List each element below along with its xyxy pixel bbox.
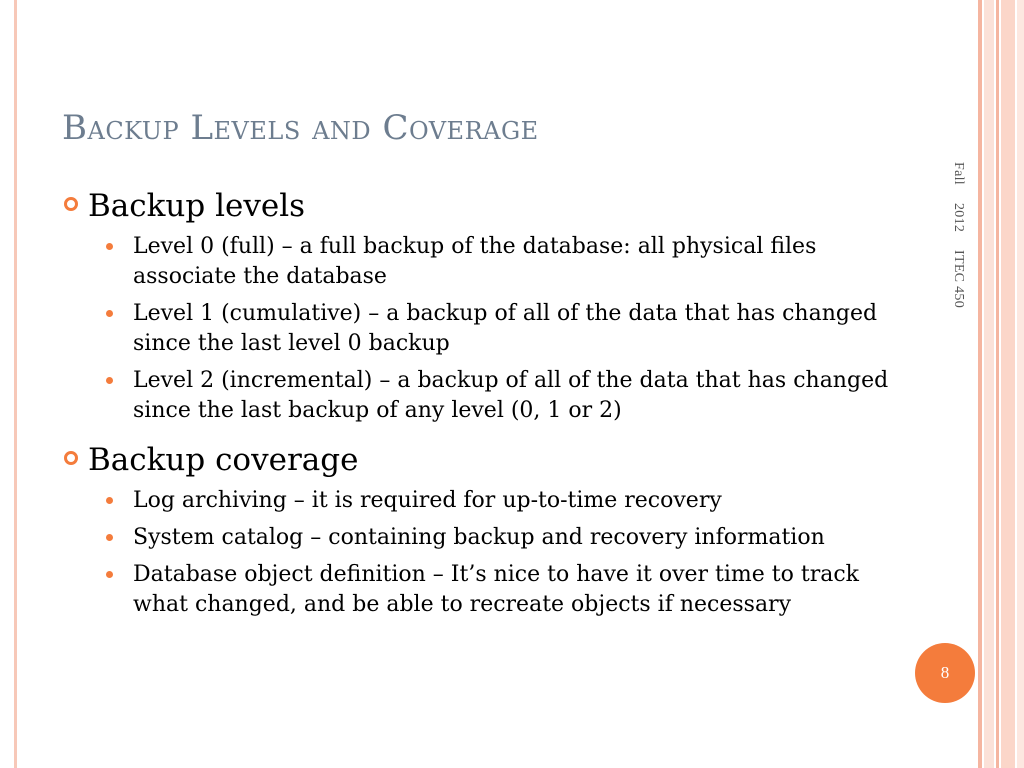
stripe — [1001, 0, 1015, 768]
dot-bullet-icon — [106, 497, 113, 504]
stripe — [984, 0, 994, 768]
list-item — [106, 523, 894, 553]
footer-year: 2012 — [951, 202, 966, 233]
dot-bullet-icon — [106, 377, 113, 384]
dot-bullet-icon — [106, 243, 113, 250]
list-item-text: System catalog – containing backup and recovery information — [133, 525, 825, 550]
dot-bullet-icon — [106, 310, 113, 317]
stripe — [996, 0, 999, 768]
right-decorative-stripes — [978, 0, 1024, 768]
page-number-badge: 8 — [915, 643, 975, 703]
ring-bullet-icon — [64, 451, 78, 465]
slide-content — [64, 186, 894, 627]
footer-text — [950, 162, 966, 308]
list-item — [106, 486, 894, 516]
section-heading-text: Backup coverage — [88, 442, 359, 478]
list-item-text: Level 0 (full) – a full backup of the database: all physical files associate the database — [133, 234, 817, 289]
section-heading-backup-coverage — [64, 440, 894, 480]
list-item — [106, 232, 894, 292]
backup-coverage-list — [106, 486, 894, 620]
ring-bullet-icon — [64, 197, 78, 211]
list-item — [106, 299, 894, 359]
backup-levels-list — [106, 232, 894, 426]
footer-course: ITEC 450 — [951, 250, 966, 309]
section-heading-backup-levels — [64, 186, 894, 226]
slide-title: Backup Levels and Coverage — [62, 108, 539, 148]
left-border-line — [14, 0, 17, 768]
list-item-text: Level 1 (cumulative) – a backup of all of the data that has changed since the last level 0 backup — [133, 301, 878, 356]
list-item — [106, 560, 894, 620]
dot-bullet-icon — [106, 534, 113, 541]
stripe — [978, 0, 982, 768]
stripe — [1017, 0, 1024, 768]
footer-term: Fall — [951, 162, 966, 185]
footer-vertical-text — [950, 162, 980, 362]
dot-bullet-icon — [106, 571, 113, 578]
list-item-text: Level 2 (incremental) – a backup of all of the data that has changed since the last backup of any level (0, 1 or 2) — [133, 368, 889, 423]
list-item-text: Log archiving – it is required for up-to-time recovery — [133, 488, 722, 513]
section-heading-text: Backup levels — [88, 188, 306, 224]
list-item-text: Database object definition – It’s nice to have it over time to track what changed, and be able to recreate objects if necessary — [133, 562, 859, 617]
list-item — [106, 366, 894, 426]
